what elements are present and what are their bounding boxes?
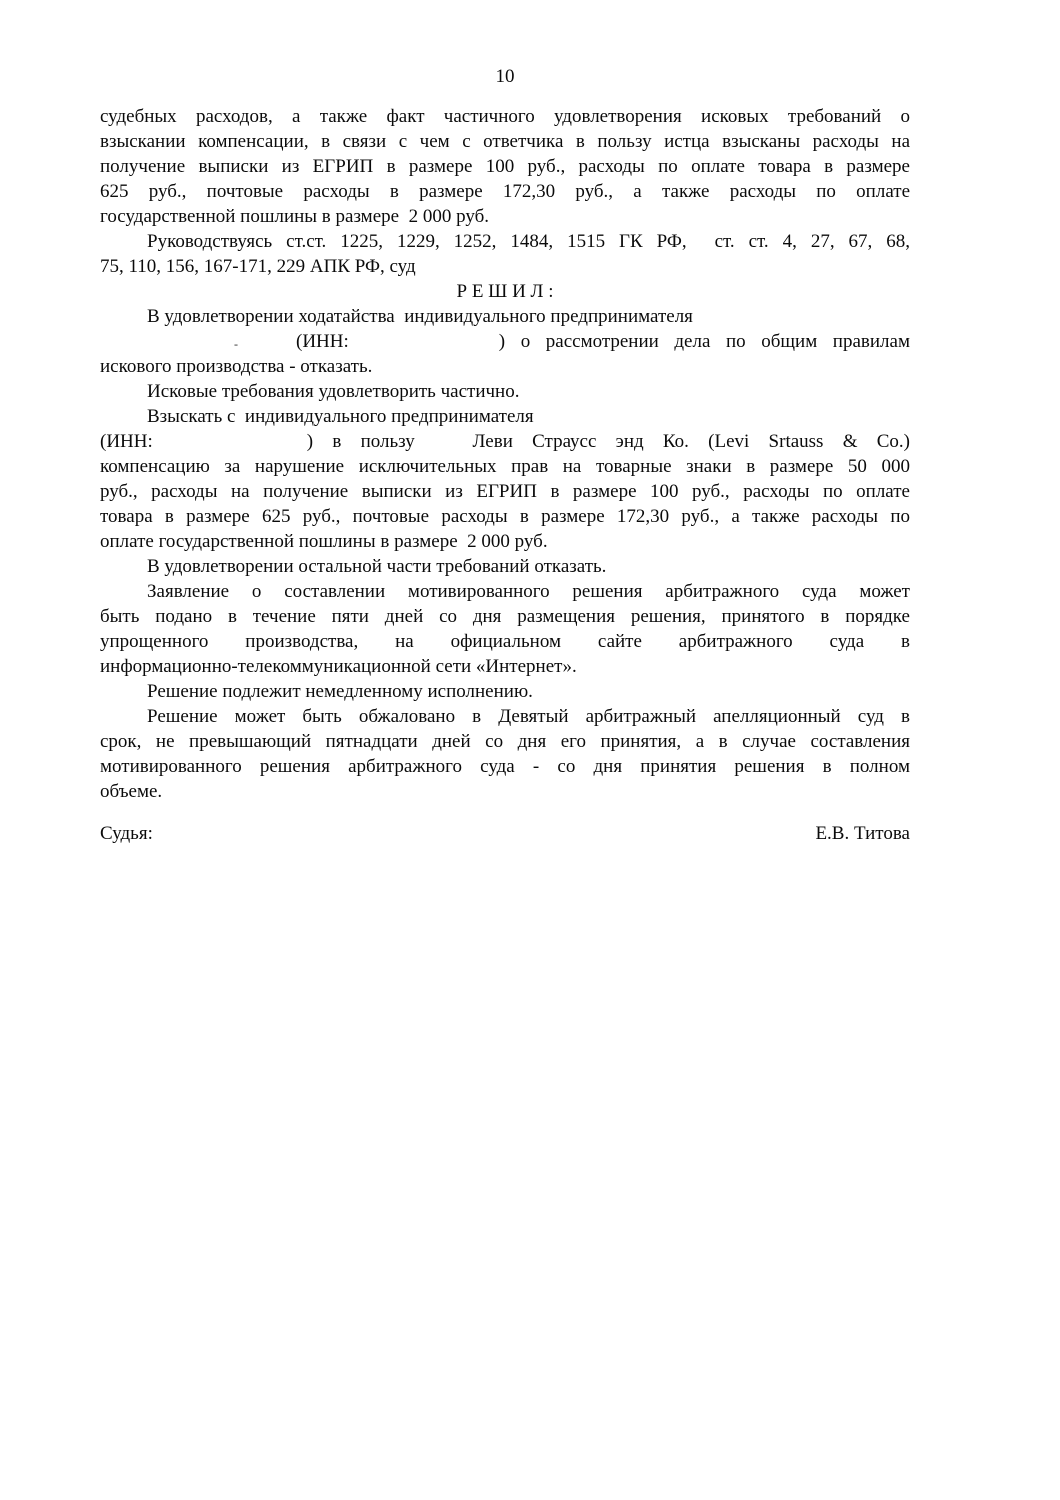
signature-block xyxy=(100,821,910,846)
text-line-redacted xyxy=(100,429,910,454)
redaction-artifact: - xyxy=(234,337,238,351)
text-line: В удовлетворении ходатайства индивидуального предпринимателя xyxy=(147,306,693,327)
text-line: мотивированного решения арбитражного суда - со дня принятия решения в полном xyxy=(100,756,910,777)
redaction-gap xyxy=(240,329,296,354)
resolution-heading: Р Е Ш И Л : xyxy=(456,281,554,302)
text-line: получение выписки из ЕГРИП в размере 100 руб., расходы по оплате товара в размере xyxy=(100,156,910,177)
text-line: 75, 110, 156, 167-171, 229 АПК РФ, суд xyxy=(100,256,416,277)
redaction-gap xyxy=(100,329,234,354)
text-line: ) в пользу Леви Страусс энд Ко. (Levi Srtauss & Co.) xyxy=(306,431,910,452)
paragraph-legal-basis xyxy=(100,229,910,279)
text-line: информационно-телекоммуникационной сети «Интернет». xyxy=(100,656,577,677)
judge-label: Судья: xyxy=(100,823,153,844)
paragraph-remainder-refused: В удовлетворении остальной части требований отказать. xyxy=(147,556,607,577)
text-line: Взыскать с индивидуального предпринимателя xyxy=(147,406,534,427)
inn-label: (ИНН: xyxy=(296,331,349,352)
text-line: судебных расходов, а также факт частичного удовлетворения исковых требований о xyxy=(100,106,910,127)
text-line-redacted xyxy=(100,329,910,354)
text-line: товара в размере 625 руб., почтовые расходы в размере 172,30 руб., а также расходы по xyxy=(100,506,910,527)
text-line: государственной пошлины в размере 2 000 руб. xyxy=(100,206,489,227)
text-line: упрощенного производства, на официальном сайте арбитражного суда в xyxy=(100,631,910,652)
inn-redaction-gap xyxy=(153,429,307,454)
text-line: компенсацию за нарушение исключительных прав на товарные знаки в размере 50 000 xyxy=(100,456,910,477)
text-line: срок, не превышающий пятнадцати дней со дня его принятия, а в случае составления xyxy=(100,731,910,752)
text-line: Заявление о составлении мотивированного решения арбитражного суда может xyxy=(147,581,910,602)
text-line: быть подано в течение пяти дней со дня размещения решения, принятого в порядке xyxy=(100,606,910,627)
text-line: оплате государственной пошлины в размере 2 000 руб. xyxy=(100,531,548,552)
paragraph-motivated-decision xyxy=(100,579,910,679)
page-number: 10 xyxy=(495,66,515,87)
text-line: ) о рассмотрении дела по общим правилам xyxy=(498,331,910,352)
document-page xyxy=(100,64,910,846)
paragraph-recovery xyxy=(100,404,910,554)
text-line: искового производства - отказать. xyxy=(100,356,373,377)
inn-label: (ИНН: xyxy=(100,431,153,452)
paragraph-costs xyxy=(100,104,910,229)
paragraph-motion-refusal xyxy=(100,304,910,379)
text-line: взыскании компенсации, в связи с чем с ответчика в пользу истца взысканы расходы на xyxy=(100,131,910,152)
paragraph-partial-satisfaction: Исковые требования удовлетворить частично. xyxy=(147,381,520,402)
text-line: Руководствуясь ст.ст. 1225, 1229, 1252, 1484, 1515 ГК РФ, ст. ст. 4, 27, 67, 68, xyxy=(147,231,910,252)
text-line: Решение может быть обжаловано в Девятый арбитражный апелляционный суд в xyxy=(147,706,910,727)
paragraph-appeal xyxy=(100,704,910,804)
paragraph-immediate-execution: Решение подлежит немедленному исполнению. xyxy=(147,681,533,702)
judge-name: Е.В. Титова xyxy=(815,823,910,844)
text-line: объеме. xyxy=(100,781,163,802)
text-line: 625 руб., почтовые расходы в размере 172,30 руб., а также расходы по оплате xyxy=(100,181,910,202)
text-line: руб., расходы на получение выписки из ЕГРИП в размере 100 руб., расходы по оплате xyxy=(100,481,910,502)
inn-redaction-gap xyxy=(349,329,499,354)
